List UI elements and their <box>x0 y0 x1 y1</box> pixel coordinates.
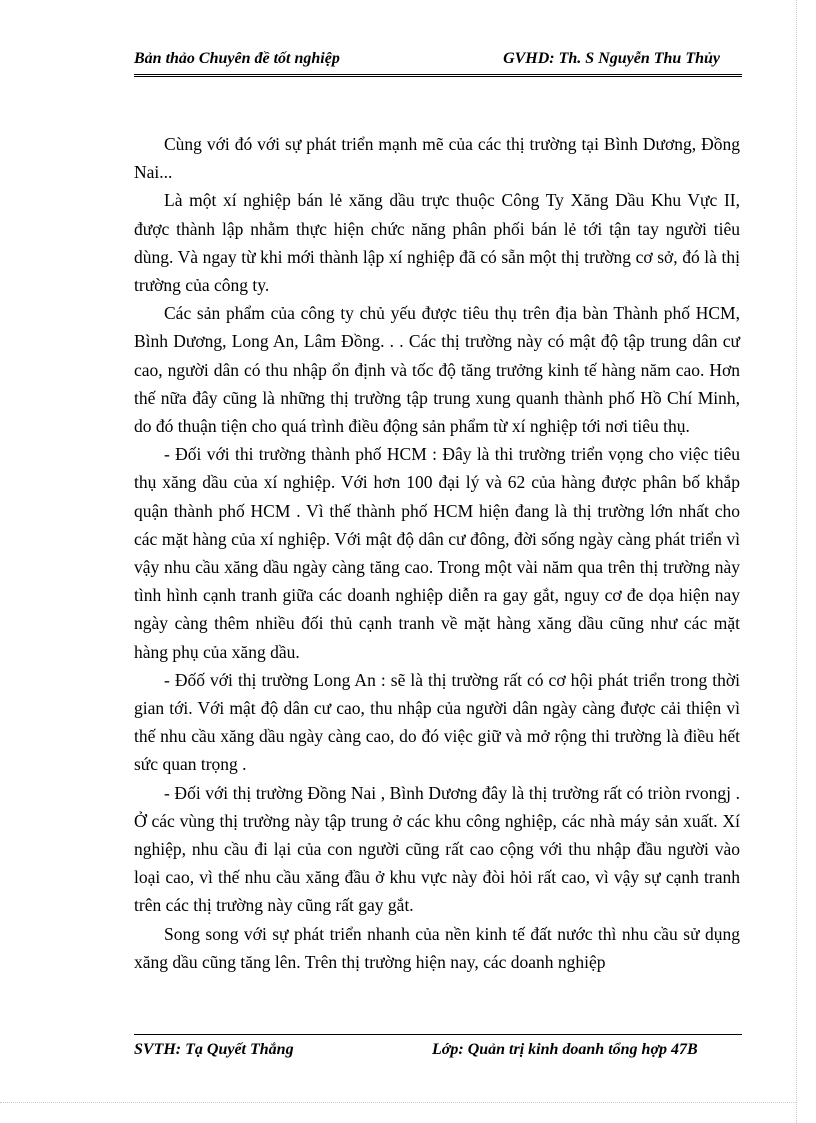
paragraph-5: - Đốố với thị trường Long An : sẽ là thị trường rất có cơ hội phát triển trong thời gian tới. Với mật độ dân cư cao, thu nhập của người dân ngày càng được cải thiện vì thế nhu cầu xăng dầu ngày càng cao, do đó việc giữ và mở rộng thi trường là điều hết sức quan trọng . <box>134 669 740 775</box>
page-header <box>134 46 742 77</box>
page-margin-guide-horizontal <box>0 1102 796 1103</box>
paragraph-2: Là một xí nghiệp bán lẻ xăng dầu trực thuộc Công Ty Xăng Dầu Khu Vực II, được thành lập nhằm thực hiện chức năng phân phối bán lẻ tới tận tay người tiêu dùng. Và ngay từ khi mới thành lập xí nghiệp đã có sẵn một thị trường cơ sở, đó là thị trường của công ty. <box>134 190 740 296</box>
header-advisor: GVHD: Th. S Nguyễn Thu Thủy <box>503 50 720 67</box>
footer-class: Lớp: Quản trị kinh doanh tổng hợp 47B <box>432 1041 698 1058</box>
paragraph-1: Cùng với đó với sự phát triển mạnh mẽ của các thị trường tại Bình Dương, Đồng Nai... <box>134 134 740 183</box>
footer-student: SVTH: Tạ Quyết Thắng <box>134 1041 294 1058</box>
header-title: Bản thảo Chuyên đề tốt nghiệp <box>134 50 340 67</box>
body-text <box>134 130 740 976</box>
page-margin-guide-vertical <box>796 0 797 1123</box>
paragraph-4: - Đối với thi trường thành phố HCM : Đây là thi trường triển vọng cho việc tiêu thụ xăng dầu của xí nghiệp. Với hơn 100 đại lý và 62 của hàng được phân bố khắp quận thành phố HCM . Vì thế thành phố HCM hiện đang là thị trường lớn nhất cho các mặt hàng của xí nghiệp. Với mật độ dân cư đông, đời sống ngày càng phát triển vì vậy nhu cầu xăng dầu ngày càng tăng cao. Trong một vài năm qua trên thị trường này tình hình cạnh tranh giữa các doanh nghiệp diễn ra gay gắt, nguy cơ đe dọa hiện nay ngày càng thêm nhiều đối thủ cạnh tranh về mặt hàng xăng dầu cũng như các mặt hàng phụ của xăng dầu. <box>134 444 740 662</box>
paragraph-6: - Đối với thị trường Đồng Nai , Bình Dương đây là thị trường rất có triòn rvongj . Ở các vùng thị trường này tập trung ở các khu công nghiệp, các nhà máy sản xuất. Xí nghiệp, nhu cầu đi lại của con người cũng rất cao cộng với thu nhập đầu người vào loại cao, vì thế nhu cầu xăng đầu ở khu vực này đòi hỏi rất cao, vì vậy sự cạnh tranh trên các thị trường này cũng rất gay gắt. <box>134 782 740 916</box>
paragraph-3: Các sản phẩm của công ty chủ yếu được tiêu thụ trên địa bàn Thành phố HCM, Bình Dương, Long An, Lâm Đồng. . . Các thị trường này có mật độ tập trung dân cư cao, người dân có thu nhập ổn định và tốc độ tăng trưởng kinh tế hàng năm cao. Hơn thế nữa đây cũng là những thị trường tập trung xung quanh thành phố Hồ Chí Minh, do đó thuận tiện cho quá trình điều động sản phẩm từ xí nghiệp tới nơi tiêu thụ. <box>134 303 740 437</box>
page-footer <box>134 1034 742 1063</box>
paragraph-7: Song song với sự phát triển nhanh của nền kinh tế đất nước thì nhu cầu sử dụng xăng dầu cũng tăng lên. Trên thị trường hiện nay, các doanh nghiệp <box>134 923 740 972</box>
